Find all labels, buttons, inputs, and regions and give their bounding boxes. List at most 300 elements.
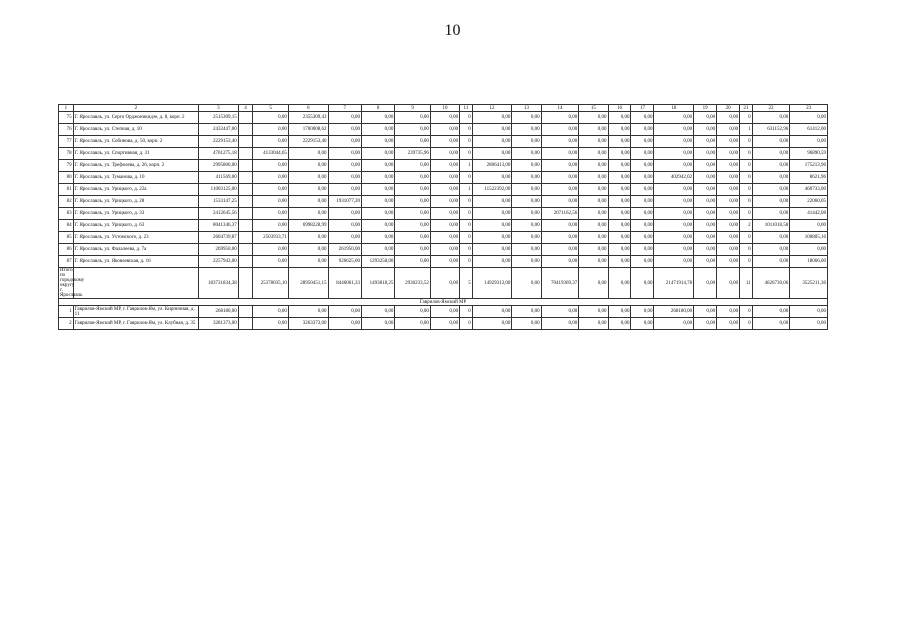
column-number-header: 3 xyxy=(199,105,239,112)
table-cell: 0,00 xyxy=(395,172,431,184)
table-cell: 0,00 xyxy=(717,148,740,160)
table-cell: 0,00 xyxy=(717,268,740,299)
table-cell: 0,00 xyxy=(328,112,361,124)
column-number-header: 23 xyxy=(790,105,828,112)
table-cell: 100805,16 xyxy=(790,232,828,244)
table-cell: 0,00 xyxy=(328,220,361,232)
table-cell: 0,00 xyxy=(579,256,608,268)
address-cell: Г. Ярославль, ул. Урицкого, д. 28 xyxy=(73,196,198,208)
table-cell xyxy=(238,124,253,136)
table-cell: 0,00 xyxy=(608,172,631,184)
table-cell: 0 xyxy=(460,318,473,330)
table-row xyxy=(59,184,828,196)
table-cell: 0,00 xyxy=(395,124,431,136)
table-cell: 0,00 xyxy=(328,184,361,196)
table-row xyxy=(59,220,828,232)
table-cell: 77 xyxy=(59,136,74,148)
table-cell: 3263373,00 xyxy=(288,318,328,330)
table-cell: 0,00 xyxy=(579,136,608,148)
table-cell: 2515309,15 xyxy=(199,112,239,124)
table-cell xyxy=(238,268,253,299)
table-cell: 18066,00 xyxy=(790,256,828,268)
table-cell: 8621,96 xyxy=(790,172,828,184)
table-row xyxy=(59,112,828,124)
table-cell: 0,00 xyxy=(694,220,717,232)
table-cell: 0,00 xyxy=(541,306,579,318)
table-cell: 2 xyxy=(59,318,74,330)
table-cell: 0,00 xyxy=(790,220,828,232)
table-cell: 0,00 xyxy=(512,184,541,196)
table-cell: 0,00 xyxy=(361,148,394,160)
table-cell: 0,00 xyxy=(694,172,717,184)
table-cell: 1 xyxy=(740,124,753,136)
table-cell: 460733,00 xyxy=(790,184,828,196)
table-cell: 61412,00 xyxy=(790,124,828,136)
table-cell: 11 xyxy=(740,268,753,299)
table-cell: 0,00 xyxy=(654,196,694,208)
table-cell: 0,00 xyxy=(694,306,717,318)
table-cell: 0,00 xyxy=(541,244,579,256)
table-cell: 0,00 xyxy=(430,244,459,256)
table-cell: 0,00 xyxy=(654,136,694,148)
table-cell: 14929313,00 xyxy=(472,268,512,299)
column-number-header: 17 xyxy=(631,105,654,112)
table-cell: 0,00 xyxy=(694,112,717,124)
table-cell: 0,00 xyxy=(654,318,694,330)
table-cell: 0,00 xyxy=(328,124,361,136)
table-cell: 0,00 xyxy=(472,148,512,160)
table-cell: 25378035,10 xyxy=(253,268,289,299)
table-cell: 0,00 xyxy=(541,220,579,232)
address-cell: Г. Ярославль, ул. Трефолева, д. 26, корп. 2 xyxy=(73,160,198,172)
table-cell: 0,00 xyxy=(631,196,654,208)
table-cell xyxy=(238,136,253,148)
table-cell: 268180,00 xyxy=(654,306,694,318)
table-cell: 0,00 xyxy=(395,112,431,124)
table-cell: 1533147,25 xyxy=(199,196,239,208)
table-cell: 2806413,00 xyxy=(472,160,512,172)
table-cell: 0,00 xyxy=(361,160,394,172)
table-cell: 0,00 xyxy=(654,184,694,196)
table-cell: 0,00 xyxy=(579,184,608,196)
table-cell: 0,00 xyxy=(694,268,717,299)
column-number-header: 18 xyxy=(654,105,694,112)
table-cell: 0,00 xyxy=(631,148,654,160)
table-cell xyxy=(238,148,253,160)
table-cell: 0,00 xyxy=(361,208,394,220)
table-cell: 0,00 xyxy=(717,112,740,124)
table-cell: 0,00 xyxy=(752,232,790,244)
table-cell: 0,00 xyxy=(472,318,512,330)
table-cell: 0,00 xyxy=(253,256,289,268)
column-number-header: 14 xyxy=(541,105,579,112)
table-cell: 4701275,18 xyxy=(199,148,239,160)
table-cell: 0,00 xyxy=(694,184,717,196)
table-cell xyxy=(238,318,253,330)
table-cell: 0,00 xyxy=(790,318,828,330)
table-row xyxy=(59,232,828,244)
table-row xyxy=(59,172,828,184)
table-cell: 0,00 xyxy=(654,112,694,124)
table-cell: 0,00 xyxy=(361,136,394,148)
table-cell: 41442,08 xyxy=(790,208,828,220)
table-cell: 0,00 xyxy=(472,306,512,318)
table-cell: 0,00 xyxy=(328,306,361,318)
table-cell: 0 xyxy=(740,148,753,160)
table-cell: 0 xyxy=(460,306,473,318)
table-cell: 0,00 xyxy=(717,124,740,136)
table-cell xyxy=(238,208,253,220)
table-cell: 0,00 xyxy=(631,124,654,136)
table-cell: 0 xyxy=(740,160,753,172)
table-cell: 0,00 xyxy=(717,184,740,196)
table-cell: 0,00 xyxy=(694,136,717,148)
table-cell: 0,00 xyxy=(253,196,289,208)
table-cell: 0,00 xyxy=(608,256,631,268)
table-cell: 0,00 xyxy=(328,160,361,172)
table-cell: 0,00 xyxy=(579,306,608,318)
table-cell: 0,00 xyxy=(541,124,579,136)
table-cell: 0,00 xyxy=(579,244,608,256)
table-cell: 0 xyxy=(740,172,753,184)
table-row xyxy=(59,306,828,318)
table-cell: 0,00 xyxy=(253,318,289,330)
table-cell: 0,00 xyxy=(579,318,608,330)
table-cell: 183731834,38 xyxy=(199,268,239,299)
table-cell: 4626730,06 xyxy=(752,268,790,299)
table-cell: 0 xyxy=(740,196,753,208)
column-number-header: 11 xyxy=(460,105,473,112)
table-row xyxy=(59,160,828,172)
column-number-header: 20 xyxy=(717,105,740,112)
table-cell: 0,00 xyxy=(631,256,654,268)
table-cell: 0,00 xyxy=(694,318,717,330)
table-cell: 85 xyxy=(59,232,74,244)
header-row xyxy=(59,105,828,112)
table-cell: 0,00 xyxy=(430,256,459,268)
table-cell: 0,00 xyxy=(631,232,654,244)
address-cell: Г. Ярославль, ул. Фалалеева, д. 7а xyxy=(73,244,198,256)
table-cell: 0,00 xyxy=(328,172,361,184)
table-cell: 0,00 xyxy=(717,220,740,232)
table-cell: 0,00 xyxy=(472,136,512,148)
table-cell: 0,00 xyxy=(654,232,694,244)
table-cell: 0,00 xyxy=(694,208,717,220)
table-cell: 0,00 xyxy=(752,208,790,220)
table-cell: 0 xyxy=(740,136,753,148)
table-cell: 0,00 xyxy=(430,196,459,208)
table-cell: 0,00 xyxy=(717,256,740,268)
table-cell: 0,00 xyxy=(752,184,790,196)
table-cell: 0,00 xyxy=(361,172,394,184)
table-cell: 0,00 xyxy=(752,136,790,148)
table-cell: 0 xyxy=(460,124,473,136)
page-number: 10 xyxy=(444,22,461,39)
table-cell: 0,00 xyxy=(395,136,431,148)
table-cell: 0,00 xyxy=(395,306,431,318)
table-cell: 0,00 xyxy=(694,148,717,160)
address-cell: Гаврилов-Ямский МР, г. Гаврилов-Ям, ул. Кирпичная, д. 11 xyxy=(73,306,198,318)
table-row xyxy=(59,196,828,208)
table-cell: 21471914,78 xyxy=(654,268,694,299)
table-cell: 2 xyxy=(740,220,753,232)
table-cell: 0,00 xyxy=(328,136,361,148)
address-cell: Г. Ярославль, ул. Ухтомского, д. 23 xyxy=(73,232,198,244)
table-cell: 86 xyxy=(59,244,74,256)
table-cell: 8446061,33 xyxy=(328,268,361,299)
table-cell: 0 xyxy=(460,208,473,220)
table-cell: 0,00 xyxy=(631,208,654,220)
column-number-header: 4 xyxy=(238,105,253,112)
table-cell: 0 xyxy=(740,244,753,256)
table-cell: 0,00 xyxy=(395,256,431,268)
table-cell: 0,00 xyxy=(717,244,740,256)
table-cell xyxy=(238,256,253,268)
table-cell: 0,00 xyxy=(288,172,328,184)
table-cell: 0,00 xyxy=(395,196,431,208)
table-cell: 0,00 xyxy=(717,160,740,172)
section-header-row xyxy=(59,299,828,306)
table-cell: 0,00 xyxy=(512,244,541,256)
table-cell: 0 xyxy=(460,244,473,256)
table-cell: 0,00 xyxy=(631,136,654,148)
table-cell: 0,00 xyxy=(430,318,459,330)
table-row xyxy=(59,148,828,160)
table-cell: 2995800,00 xyxy=(199,160,239,172)
table-cell: 0,00 xyxy=(328,208,361,220)
table-cell: 8041346,37 xyxy=(199,220,239,232)
table-cell: 0,00 xyxy=(512,220,541,232)
table-cell: 0,00 xyxy=(752,318,790,330)
table-cell xyxy=(238,112,253,124)
table-cell: 0,00 xyxy=(790,306,828,318)
table-cell: 0,00 xyxy=(579,268,608,299)
table-cell: 0,00 xyxy=(430,112,459,124)
table-cell: 0,00 xyxy=(395,208,431,220)
table-cell: 0,00 xyxy=(579,172,608,184)
table-cell: 0,00 xyxy=(717,232,740,244)
table-cell: 0,00 xyxy=(541,160,579,172)
table-cell: 0,00 xyxy=(541,172,579,184)
table-cell: 175213,96 xyxy=(790,160,828,172)
table-cell: 0,00 xyxy=(541,232,579,244)
column-number-header: 10 xyxy=(430,105,459,112)
table-cell: 0,00 xyxy=(694,160,717,172)
table-cell: 0,00 xyxy=(288,160,328,172)
table-cell: 2257943,00 xyxy=(199,256,239,268)
table-cell: 0,00 xyxy=(288,256,328,268)
table-row xyxy=(59,208,828,220)
table-cell: 0,00 xyxy=(631,160,654,172)
table-cell: 0,00 xyxy=(631,112,654,124)
table-cell: 84 xyxy=(59,220,74,232)
table-cell: 0,00 xyxy=(541,112,579,124)
table-cell xyxy=(238,160,253,172)
table-cell: 75 xyxy=(59,112,74,124)
address-cell: Г. Ярославль, ул. Степная, д. 10 xyxy=(73,124,198,136)
column-number-header: 15 xyxy=(579,105,608,112)
table-cell: 1 xyxy=(460,160,473,172)
table-cell: 0,00 xyxy=(253,136,289,148)
table-cell: 78 xyxy=(59,148,74,160)
table-row xyxy=(59,124,828,136)
table-cell: 0,00 xyxy=(579,124,608,136)
column-number-header: 12 xyxy=(472,105,512,112)
table-cell: 0,00 xyxy=(512,112,541,124)
table-cell: 2071162,56 xyxy=(541,208,579,220)
table-cell: 0,00 xyxy=(579,208,608,220)
table-cell: 0,00 xyxy=(541,136,579,148)
table-cell: 0,00 xyxy=(253,124,289,136)
table-cell: 0,00 xyxy=(288,196,328,208)
table-cell: 0,00 xyxy=(654,124,694,136)
table-cell: 402942,02 xyxy=(654,172,694,184)
table-cell xyxy=(238,220,253,232)
table-cell: 0,00 xyxy=(512,208,541,220)
table-cell: 0,00 xyxy=(288,232,328,244)
table-cell: 0,00 xyxy=(472,232,512,244)
table-cell: 0,00 xyxy=(654,148,694,160)
table-cell: 0,00 xyxy=(395,220,431,232)
table-cell: 87 xyxy=(59,256,74,268)
column-number-header: 7 xyxy=(328,105,361,112)
table-cell: 0,00 xyxy=(541,184,579,196)
table-cell: 0,00 xyxy=(608,124,631,136)
table-cell: 0,00 xyxy=(430,184,459,196)
table-cell: 1493818,25 xyxy=(361,268,394,299)
table-cell: 79 xyxy=(59,160,74,172)
table-cell: 0,00 xyxy=(579,196,608,208)
table-cell: 0,00 xyxy=(608,244,631,256)
table-cell: 0,00 xyxy=(752,172,790,184)
table-cell: 0,00 xyxy=(253,160,289,172)
table-cell: 2604739,87 xyxy=(199,232,239,244)
address-cell: Г. Ярославль, ул. Урицкого, д. 63 xyxy=(73,220,198,232)
table-cell: 0,00 xyxy=(361,306,394,318)
table-cell: 11003125,00 xyxy=(199,184,239,196)
table-cell: 0 xyxy=(460,172,473,184)
table-cell: 0,00 xyxy=(717,172,740,184)
table-cell: 0,00 xyxy=(752,244,790,256)
table-cell: 0,00 xyxy=(253,306,289,318)
table-cell: 0,00 xyxy=(430,172,459,184)
table-cell: 80 xyxy=(59,172,74,184)
table-cell: 28950451,15 xyxy=(288,268,328,299)
table-cell: 0,00 xyxy=(717,318,740,330)
table-cell: 0,00 xyxy=(361,232,394,244)
table-cell: 0,00 xyxy=(579,148,608,160)
table-cell: 0,00 xyxy=(472,256,512,268)
table-cell: 0,00 xyxy=(430,148,459,160)
table-cell: 0 xyxy=(740,256,753,268)
table-row xyxy=(59,244,828,256)
table-cell: 0,00 xyxy=(472,220,512,232)
table-cell: 2229153,40 xyxy=(199,136,239,148)
table-cell: 0,00 xyxy=(512,256,541,268)
table-cell: 0,00 xyxy=(694,196,717,208)
address-cell: Г. Ярославль, ул. Серго Орджоникидзе, д. 8, корп. 2 xyxy=(73,112,198,124)
table-cell: 0,00 xyxy=(752,196,790,208)
table-cell: 0,00 xyxy=(361,184,394,196)
table-cell: 0,00 xyxy=(608,160,631,172)
table-row xyxy=(59,136,828,148)
table-cell: 0,00 xyxy=(288,306,328,318)
table-cell: 0,00 xyxy=(395,318,431,330)
table-cell: 5 xyxy=(460,268,473,299)
table-cell: 70419369,37 xyxy=(541,268,579,299)
table-cell: 0,00 xyxy=(631,268,654,299)
table-cell: 0,00 xyxy=(512,160,541,172)
table-cell: 0,00 xyxy=(472,208,512,220)
column-number-header: 22 xyxy=(752,105,790,112)
table-cell: 2432447,00 xyxy=(199,124,239,136)
table-cell: 0,00 xyxy=(579,232,608,244)
table-cell: 0,00 xyxy=(430,160,459,172)
table-cell: 1293258,00 xyxy=(361,256,394,268)
table-cell: 0 xyxy=(740,232,753,244)
table-cell: 2355309,43 xyxy=(288,112,328,124)
table-cell: 0,00 xyxy=(608,148,631,160)
table-cell: 0 xyxy=(460,112,473,124)
table-cell: 0,00 xyxy=(472,196,512,208)
table-cell: 0,00 xyxy=(541,256,579,268)
column-number-header: 6 xyxy=(288,105,328,112)
table-cell: 0,00 xyxy=(654,208,694,220)
table-cell: 261950,00 xyxy=(328,244,361,256)
table-cell: 0,00 xyxy=(694,256,717,268)
table-cell: 411569,00 xyxy=(199,172,239,184)
table-cell: 0,00 xyxy=(328,318,361,330)
table-cell: 0,00 xyxy=(430,208,459,220)
table-cell: 0,00 xyxy=(395,160,431,172)
table-cell: 1 xyxy=(460,184,473,196)
table-cell: 0,00 xyxy=(395,244,431,256)
table-cell: 0,00 xyxy=(288,148,328,160)
table-cell: 2229153,40 xyxy=(288,136,328,148)
table-cell: 0,00 xyxy=(631,318,654,330)
table-cell: 0,00 xyxy=(253,172,289,184)
table-cell: 0,00 xyxy=(512,318,541,330)
table-cell: 0,00 xyxy=(608,208,631,220)
table-cell: 0,00 xyxy=(608,196,631,208)
address-cell: Г. Ярославль, ул. Туманова, д. 10 xyxy=(73,172,198,184)
table-cell: 0,00 xyxy=(253,244,289,256)
table-cell: 0,00 xyxy=(752,112,790,124)
table-cell: 3281373,00 xyxy=(199,318,239,330)
table-cell: 0,00 xyxy=(361,112,394,124)
table-cell: 0,00 xyxy=(752,306,790,318)
table-cell: 0,00 xyxy=(717,136,740,148)
table-cell: 0,00 xyxy=(472,124,512,136)
table-cell: 239735,96 xyxy=(395,148,431,160)
column-number-header: 1 xyxy=(59,105,74,112)
table-cell: 0,00 xyxy=(430,136,459,148)
table-cell: 0,00 xyxy=(512,136,541,148)
table-cell: 0,00 xyxy=(608,306,631,318)
table-cell: 0,00 xyxy=(790,112,828,124)
table-cell: 0,00 xyxy=(253,208,289,220)
column-number-header: 2 xyxy=(73,105,198,112)
column-number-header: 19 xyxy=(694,105,717,112)
table-cell xyxy=(238,232,253,244)
table-cell: 82 xyxy=(59,196,74,208)
address-cell: Гаврилов-Ямский МР, г. Гаврилов-Ям, ул. Клубная, д. 35 xyxy=(73,318,198,330)
table-cell: 2412645,56 xyxy=(199,208,239,220)
section-title: Гаврилов-Ямский МР xyxy=(59,299,828,306)
table-cell: 631152,96 xyxy=(752,124,790,136)
table-cell: 0,00 xyxy=(361,220,394,232)
table-cell: 0,00 xyxy=(694,124,717,136)
